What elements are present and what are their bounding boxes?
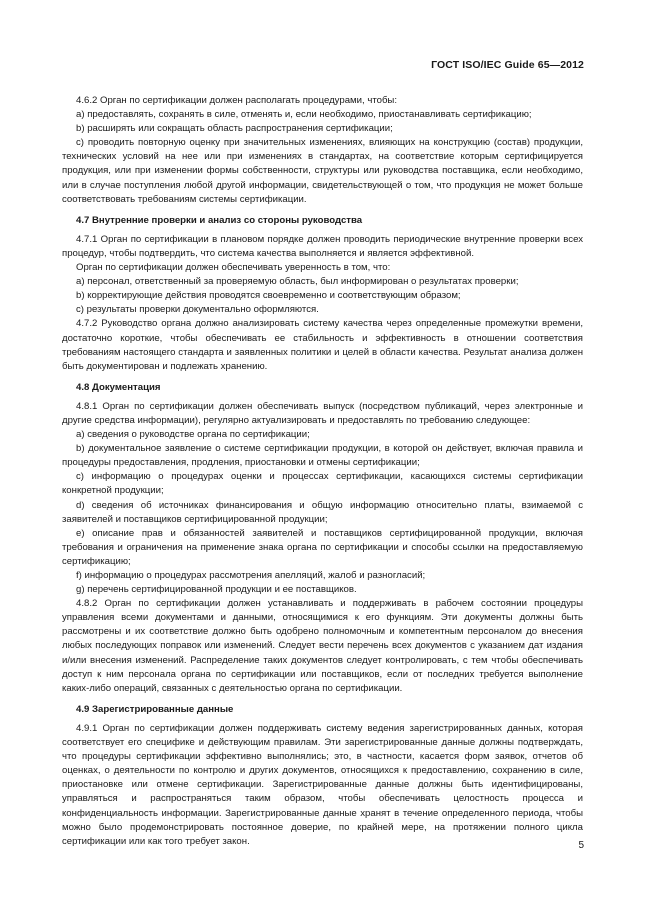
list-item-b: b) документальное заявление о системе сертификации продукции, в которой он действует, включая правила и процедуры предоставления, продления, приостановки и отмены сертификации; xyxy=(62,443,583,469)
list-item-e: е) описание прав и обязанностей заявителей и поставщиков сертифицированной продукции, включая требования и ограничения на применение знака органа по сертификации и способы ссылки на предоставляемую сертификацию; xyxy=(62,527,583,567)
document-body xyxy=(62,94,583,849)
list-item-a: а) предоставлять, сохранять в силе, отменять и, если необходимо, приостанавливать сертификацию; xyxy=(76,109,532,121)
paragraph-4-8-1: 4.8.1 Орган по сертификации должен обеспечивать выпуск (посредством публикаций, через электронные и другие средства информации), регулярно актуализировать и предоставлять по требованию следующее: xyxy=(62,400,583,426)
list-item-a: а) персонал, ответственный за проверяемую область, был информирован о результатах проверки; xyxy=(76,276,519,288)
section-heading-4-9: 4.9 Зарегистрированные данные xyxy=(76,703,234,715)
list-item-b: b) корректирующие действия проводятся своевременно и соответствующим образом; xyxy=(76,290,461,302)
paragraph-4-8-2: 4.8.2 Орган по сертификации должен устанавливать и поддерживать в рабочем состоянии процедуры управления всеми документами и данными, относящимися к его функциям. Эти документы должны быть рассмотрены и их соответствие должно быть одобрено полномочным и компетентным персоналом до внесения любых последующих поправок или изменений. Следует вести перечень всех документов с указанием дат издания и/или внесения изменений. Распределение таких документов следует контролировать, с тем чтобы обеспечивать доступ к ним персонала органа по сертификации или поставщиков, если от последних требуется выполнение каких-либо операций, связанных с деятельностью органа по сертификации. xyxy=(62,598,583,694)
paragraph-4-7-1: 4.7.1 Орган по сертификации в плановом порядке должен проводить периодические внутренние проверки всех процедур, чтобы подтвердить, что система качества выполняется и является эффективной. xyxy=(62,233,583,259)
paragraph-4-6-2: 4.6.2 Орган по сертификации должен располагать процедурами, чтобы: xyxy=(76,95,397,106)
list-item-g: g) перечень сертифицированной продукции и ее поставщиков. xyxy=(76,584,357,596)
list-item-c: с) проводить повторную оценку при значительных изменениях, влияющих на конструкцию (состав) продукции, технических условий на нее или при изменениях в стандартах, на соответствие которым сертифицируется продукция, или при изменении формы собственности, структуры или руководства поставщика, если необходимо, или в случае поступления любой другой информации, свидетельствующей о том, что продукция не может больше соответствовать требованиям системы сертификации. xyxy=(62,137,583,205)
list-item-c: с) информацию о процедурах оценки и процессах сертификации, касающихся системы сертификации конкретной продукции; xyxy=(62,471,583,497)
paragraph-4-9-1: 4.9.1 Орган по сертификации должен поддерживать систему ведения зарегистрированных данных, которая соответствует его специфике и действующим правилам. Эти зарегистрированные данные должны подтверждать, что процедуры сертификации эффективно выполнялись; это, в частности, касается форм заявок, отчетов об оценках, о деятельности по контролю и других документов, относящихся к предоставлению, сохранению в силе, приостановке или отмене сертификации. Зарегистрированные данные должны быть идентифицированы, управляться и распространяться таким образом, чтобы обеспечивать целостность процесса и конфиденциальность информации. Зарегистрированные данные хранят в течение определенного периода, чтобы можно было продемонстрировать постоянное доверие, по крайней мере, на протяжении полного цикла сертификации или как того требует закон. xyxy=(62,722,583,847)
section-heading-4-8: 4.8 Документация xyxy=(76,381,161,393)
document-header: ГОСТ ISO/IEC Guide 65—2012 xyxy=(431,59,584,71)
list-item-b: b) расширять или сокращать область распространения сертификации; xyxy=(76,123,393,135)
section-heading-4-7: 4.7 Внутренние проверки и анализ со стороны руководства xyxy=(76,214,363,226)
list-item-c: с) результаты проверки документально оформляются. xyxy=(76,304,319,316)
list-item-a: а) сведения о руководстве органа по сертификации; xyxy=(76,429,310,441)
page-number: 5 xyxy=(578,840,584,851)
paragraph-4-7-1-cont: Орган по сертификации должен обеспечивать уверенность в том, что: xyxy=(76,262,391,274)
list-item-d: d) сведения об источниках финансирования и общую информацию относительно платы, взимаемой с заявителей и поставщиков сертифицированной продукции; xyxy=(62,499,583,525)
list-item-f: f) информацию о процедурах рассмотрения апелляций, жалоб и разногласий; xyxy=(76,570,426,581)
paragraph-4-7-2: 4.7.2 Руководство органа должно анализировать систему качества через определенные промежутки времени, достаточно короткие, чтобы обеспечивать ее стабильность и эффективность в отношении соответствия требованиям настоящего стандарта и заявленных политики и целей в области качества. Результат анализа должен быть документирован и подлежать хранению. xyxy=(62,318,583,372)
